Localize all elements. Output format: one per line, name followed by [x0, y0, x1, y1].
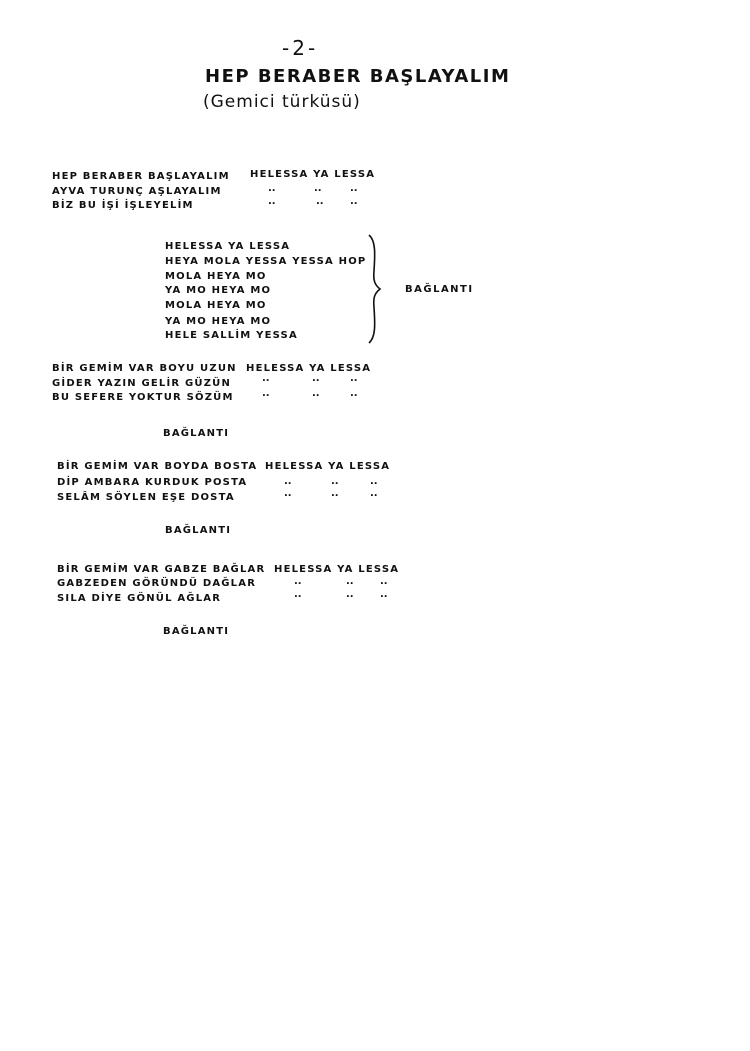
- chorus-line: MOLA HEYA MO: [165, 271, 267, 282]
- ditto-mark: ..: [262, 373, 270, 384]
- ditto-mark: ..: [370, 476, 378, 487]
- ditto-mark: ..: [294, 576, 302, 587]
- chorus-line: YA MO HEYA MO: [165, 285, 272, 296]
- verse-refrain: HELESSA YA LESSA: [265, 461, 391, 472]
- verse-line: GABZEDEN GÖRÜNDÜ DAĞLAR: [57, 578, 257, 589]
- baglanti-label: BAĞLANTI: [165, 525, 232, 536]
- ditto-mark: ..: [331, 488, 339, 499]
- ditto-mark: ..: [331, 476, 339, 487]
- ditto-mark: ..: [380, 589, 388, 600]
- ditto-mark: ..: [284, 476, 292, 487]
- ditto-mark: ..: [350, 196, 358, 207]
- chorus-line: YA MO HEYA MO: [165, 316, 272, 327]
- song-title: HEP BERABER BAŞLAYALIM: [205, 66, 511, 87]
- verse-line: BİR GEMİM VAR BOYU UZUN: [52, 363, 237, 374]
- verse-line: BİR GEMİM VAR BOYDA BOSTA: [57, 461, 258, 472]
- chorus-label: BAĞLANTI: [405, 284, 474, 295]
- chorus-line: HEYA MOLA YESSA YESSA HOP: [165, 256, 367, 267]
- baglanti-label: BAĞLANTI: [163, 626, 230, 637]
- chorus-line: MOLA HEYA MO: [165, 300, 267, 311]
- verse-refrain: HELESSA YA LESSA: [250, 169, 376, 180]
- ditto-mark: ..: [294, 589, 302, 600]
- verse-line: SELÂM SÖYLEN EŞE DOSTA: [57, 492, 235, 503]
- verse-line: SILA DİYE GÖNÜL AĞLAR: [57, 593, 222, 604]
- chorus-line: HELE SALLİM YESSA: [165, 330, 298, 341]
- ditto-mark: ..: [262, 388, 270, 399]
- chorus-line: HELESSA YA LESSA: [165, 241, 291, 252]
- verse-line: BİZ BU İŞİ İŞLEYELİM: [52, 200, 194, 211]
- ditto-mark: ..: [312, 373, 320, 384]
- ditto-mark: ..: [268, 196, 276, 207]
- baglanti-label: BAĞLANTI: [163, 428, 230, 439]
- ditto-mark: ..: [284, 488, 292, 499]
- ditto-mark: ..: [314, 183, 322, 194]
- curly-brace-icon: [366, 233, 386, 345]
- verse-line: BU SEFERE YOKTUR SÖZÜM: [52, 392, 234, 403]
- ditto-mark: ..: [350, 183, 358, 194]
- verse-line: GİDER YAZIN GELİR GÜZÜN: [52, 378, 232, 389]
- ditto-mark: ..: [350, 373, 358, 384]
- verse-line: AYVA TURUNÇ AŞLAYALIM: [52, 186, 222, 197]
- ditto-mark: ..: [380, 576, 388, 587]
- ditto-mark: ..: [346, 576, 354, 587]
- verse-line: DİP AMBARA KURDUK POSTA: [57, 477, 248, 488]
- ditto-mark: ..: [316, 196, 324, 207]
- ditto-mark: ..: [350, 388, 358, 399]
- page-number: -2-: [282, 36, 319, 60]
- ditto-mark: ..: [312, 388, 320, 399]
- verse-line: BİR GEMİM VAR GABZE BAĞLAR: [57, 564, 266, 575]
- verse-line: HEP BERABER BAŞLAYALIM: [52, 171, 230, 182]
- verse-refrain: HELESSA YA LESSA: [246, 363, 372, 374]
- verse-refrain: HELESSA YA LESSA: [274, 564, 400, 575]
- ditto-mark: ..: [268, 183, 276, 194]
- ditto-mark: ..: [370, 488, 378, 499]
- song-subtitle: (Gemici türküsü): [203, 92, 361, 112]
- ditto-mark: ..: [346, 589, 354, 600]
